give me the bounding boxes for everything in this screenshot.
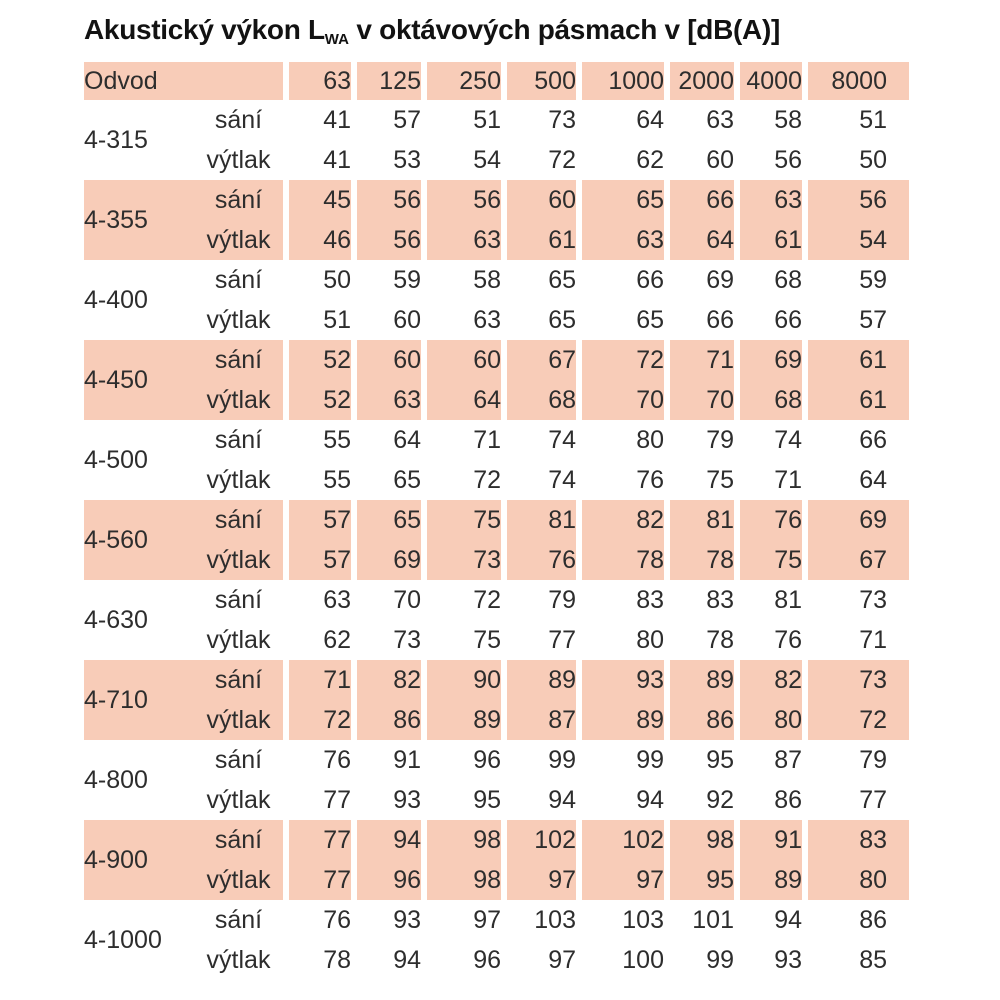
table-row-4-1000-vytlak (84, 940, 909, 980)
value-cell: 74 (504, 420, 579, 460)
value-cell: 71 (667, 340, 737, 380)
value-cell: 63 (737, 180, 805, 220)
table-row-4-630-sani (84, 580, 909, 620)
value-cell: 66 (667, 300, 737, 340)
table-row-4-355-vytlak (84, 220, 909, 260)
value-cell: 76 (737, 500, 805, 540)
table-row-4-1000-sani (84, 900, 909, 940)
value-cell: 80 (579, 420, 667, 460)
value-cell: 72 (424, 460, 504, 500)
title-subscript: WA (324, 31, 349, 48)
value-cell: 80 (579, 620, 667, 660)
value-cell: 70 (667, 380, 737, 420)
table-row-4-710-vytlak (84, 700, 909, 740)
value-cell: 72 (286, 700, 354, 740)
value-cell: 64 (805, 460, 909, 500)
value-cell: 51 (805, 100, 909, 140)
value-cell: 55 (286, 460, 354, 500)
value-cell: 61 (504, 220, 579, 260)
value-cell: 96 (354, 860, 424, 900)
value-cell: 55 (286, 420, 354, 460)
value-cell: 86 (354, 700, 424, 740)
value-cell: 76 (579, 460, 667, 500)
value-cell: 97 (504, 940, 579, 980)
value-cell: 79 (504, 580, 579, 620)
value-cell: 75 (424, 500, 504, 540)
value-cell: 73 (354, 620, 424, 660)
value-cell: 93 (354, 900, 424, 940)
value-cell: 98 (424, 820, 504, 860)
header-row (84, 62, 909, 100)
table-row-4-400-sani (84, 260, 909, 300)
value-cell: 75 (424, 620, 504, 660)
value-cell: 66 (667, 180, 737, 220)
value-cell: 41 (286, 140, 354, 180)
value-cell: 60 (667, 140, 737, 180)
value-cell: 99 (667, 940, 737, 980)
row-label-vytlak: výtlak (206, 785, 271, 814)
row-label-vytlak: výtlak (206, 145, 271, 174)
value-cell: 70 (354, 580, 424, 620)
value-cell: 77 (286, 780, 354, 820)
value-cell: 73 (805, 660, 909, 700)
model-cell-4-450: 4-450 (84, 340, 194, 420)
value-cell: 51 (424, 100, 504, 140)
row-label-vytlak: výtlak (194, 860, 286, 900)
value-cell: 68 (737, 380, 805, 420)
value-cell: 50 (286, 260, 354, 300)
value-cell: 103 (579, 900, 667, 940)
frequency-header-1000: 1000 (579, 62, 667, 100)
table-row-4-710-sani (84, 660, 909, 700)
model-cell-4-560: 4-560 (84, 500, 194, 580)
value-cell: 71 (737, 460, 805, 500)
value-cell: 72 (424, 580, 504, 620)
title-prefix: Akustický výkon L (84, 14, 325, 45)
model-cell-4-800: 4-800 (84, 765, 148, 794)
table-row-4-315-vytlak (84, 140, 909, 180)
value-cell: 54 (424, 140, 504, 180)
value-cell: 64 (354, 420, 424, 460)
row-label-sani: sání (194, 660, 286, 700)
value-cell: 78 (579, 540, 667, 580)
value-cell: 99 (504, 740, 579, 780)
frequency-header-8000: 8000 (805, 62, 909, 100)
row-label-sani: sání (214, 265, 263, 294)
row-label-vytlak: výtlak (206, 305, 271, 334)
value-cell: 63 (424, 300, 504, 340)
row-label-sani: sání (214, 905, 263, 934)
value-cell: 65 (504, 300, 579, 340)
value-cell: 86 (737, 780, 805, 820)
value-cell: 65 (579, 300, 667, 340)
model-cell-4-900: 4-900 (84, 820, 194, 900)
table-row-4-315-sani (84, 100, 909, 140)
value-cell: 96 (424, 940, 504, 980)
value-cell: 82 (737, 660, 805, 700)
frequency-header-4000: 4000 (737, 62, 805, 100)
value-cell: 83 (579, 580, 667, 620)
value-cell: 100 (579, 940, 667, 980)
model-cell-4-315: 4-315 (84, 125, 148, 154)
table-row-4-500-vytlak (84, 460, 909, 500)
table-row-4-800-vytlak (84, 780, 909, 820)
value-cell: 72 (504, 140, 579, 180)
value-cell: 81 (737, 580, 805, 620)
value-cell: 61 (805, 380, 909, 420)
model-cell-4-1000: 4-1000 (84, 925, 162, 954)
row-label-vytlak: výtlak (206, 945, 271, 974)
value-cell: 89 (424, 700, 504, 740)
value-cell: 59 (805, 260, 909, 300)
value-cell: 95 (667, 740, 737, 780)
value-cell: 78 (667, 620, 737, 660)
value-cell: 94 (354, 820, 424, 860)
row-label-vytlak: výtlak (194, 220, 286, 260)
value-cell: 79 (667, 420, 737, 460)
page-title (84, 14, 780, 48)
value-cell: 73 (504, 100, 579, 140)
value-cell: 69 (737, 340, 805, 380)
row-label-vytlak: výtlak (206, 465, 271, 494)
value-cell: 93 (579, 660, 667, 700)
value-cell: 92 (667, 780, 737, 820)
value-cell: 73 (805, 580, 909, 620)
value-cell: 72 (579, 340, 667, 380)
value-cell: 76 (737, 620, 805, 660)
value-cell: 54 (805, 220, 909, 260)
value-cell: 81 (504, 500, 579, 540)
value-cell: 86 (805, 900, 909, 940)
value-cell: 69 (805, 500, 909, 540)
value-cell: 52 (286, 380, 354, 420)
value-cell: 64 (424, 380, 504, 420)
value-cell: 75 (667, 460, 737, 500)
value-cell: 53 (354, 140, 424, 180)
value-cell: 69 (354, 540, 424, 580)
value-cell: 66 (805, 420, 909, 460)
value-cell: 91 (737, 820, 805, 860)
model-cell-4-500: 4-500 (84, 445, 148, 474)
model-cell-4-400: 4-400 (84, 285, 148, 314)
value-cell: 56 (424, 180, 504, 220)
value-cell: 51 (286, 300, 354, 340)
frequency-header-63: 63 (286, 62, 354, 100)
value-cell: 63 (286, 580, 354, 620)
value-cell: 60 (504, 180, 579, 220)
value-cell: 65 (354, 460, 424, 500)
table-row-4-500-sani (84, 420, 909, 460)
value-cell: 63 (354, 380, 424, 420)
value-cell: 56 (805, 180, 909, 220)
value-cell: 98 (667, 820, 737, 860)
value-cell: 57 (286, 500, 354, 540)
value-cell: 78 (286, 940, 354, 980)
value-cell: 68 (737, 260, 805, 300)
table-row-4-900-sani (84, 820, 909, 860)
value-cell: 89 (504, 660, 579, 700)
row-label-vytlak: výtlak (194, 380, 286, 420)
value-cell: 67 (805, 540, 909, 580)
value-cell: 98 (424, 860, 504, 900)
value-cell: 58 (737, 100, 805, 140)
value-cell: 58 (424, 260, 504, 300)
value-cell: 79 (805, 740, 909, 780)
value-cell: 56 (354, 220, 424, 260)
value-cell: 102 (579, 820, 667, 860)
value-cell: 102 (504, 820, 579, 860)
value-cell: 69 (667, 260, 737, 300)
value-cell: 87 (737, 740, 805, 780)
value-cell: 93 (737, 940, 805, 980)
value-cell: 74 (737, 420, 805, 460)
value-cell: 77 (286, 860, 354, 900)
frequency-header-125: 125 (354, 62, 424, 100)
value-cell: 90 (424, 660, 504, 700)
value-cell: 71 (286, 660, 354, 700)
row-label-vytlak: výtlak (206, 625, 271, 654)
value-cell: 59 (354, 260, 424, 300)
table-body (84, 100, 909, 980)
row-label-sani: sání (214, 105, 263, 134)
table-row-4-450-sani (84, 340, 909, 380)
value-cell: 95 (424, 780, 504, 820)
value-cell: 80 (737, 700, 805, 740)
value-cell: 62 (579, 140, 667, 180)
value-cell: 76 (286, 740, 354, 780)
frequency-header-2000: 2000 (667, 62, 737, 100)
row-label-vytlak: výtlak (194, 540, 286, 580)
value-cell: 63 (424, 220, 504, 260)
frequency-header-500: 500 (504, 62, 579, 100)
table-row-4-400-vytlak (84, 300, 909, 340)
value-cell: 65 (504, 260, 579, 300)
value-cell: 57 (286, 540, 354, 580)
row-label-sani: sání (214, 585, 263, 614)
value-cell: 77 (286, 820, 354, 860)
corner-header-odvod: Odvod (84, 62, 286, 100)
value-cell: 65 (354, 500, 424, 540)
value-cell: 86 (667, 700, 737, 740)
value-cell: 68 (504, 380, 579, 420)
value-cell: 95 (667, 860, 737, 900)
value-cell: 83 (667, 580, 737, 620)
value-cell: 94 (737, 900, 805, 940)
row-label-sani: sání (214, 425, 263, 454)
value-cell: 63 (667, 100, 737, 140)
model-cell-4-710: 4-710 (84, 660, 194, 740)
value-cell: 89 (579, 700, 667, 740)
row-label-sani: sání (194, 820, 286, 860)
value-cell: 89 (667, 660, 737, 700)
value-cell: 99 (579, 740, 667, 780)
frequency-header-250: 250 (424, 62, 504, 100)
row-label-vytlak: výtlak (194, 700, 286, 740)
table-row-4-800-sani (84, 740, 909, 780)
value-cell: 74 (504, 460, 579, 500)
value-cell: 60 (424, 340, 504, 380)
value-cell: 72 (805, 700, 909, 740)
value-cell: 82 (579, 500, 667, 540)
value-cell: 66 (579, 260, 667, 300)
value-cell: 94 (504, 780, 579, 820)
value-cell: 71 (805, 620, 909, 660)
value-cell: 94 (354, 940, 424, 980)
table-row-4-900-vytlak (84, 860, 909, 900)
value-cell: 61 (737, 220, 805, 260)
value-cell: 67 (504, 340, 579, 380)
value-cell: 57 (805, 300, 909, 340)
value-cell: 80 (805, 860, 909, 900)
model-cell-4-355: 4-355 (84, 180, 194, 260)
value-cell: 97 (579, 860, 667, 900)
table-row-4-560-sani (84, 500, 909, 540)
value-cell: 41 (286, 100, 354, 140)
table-row-4-450-vytlak (84, 380, 909, 420)
value-cell: 52 (286, 340, 354, 380)
value-cell: 57 (354, 100, 424, 140)
row-label-sani: sání (214, 745, 263, 774)
value-cell: 64 (579, 100, 667, 140)
value-cell: 83 (805, 820, 909, 860)
value-cell: 77 (805, 780, 909, 820)
table-row-4-560-vytlak (84, 540, 909, 580)
acoustic-power-table (84, 62, 909, 980)
value-cell: 73 (424, 540, 504, 580)
value-cell: 66 (737, 300, 805, 340)
table-header (84, 62, 909, 100)
value-cell: 77 (504, 620, 579, 660)
value-cell: 94 (579, 780, 667, 820)
value-cell: 75 (737, 540, 805, 580)
value-cell: 81 (667, 500, 737, 540)
value-cell: 85 (805, 940, 909, 980)
value-cell: 76 (504, 540, 579, 580)
row-label-sani: sání (194, 500, 286, 540)
value-cell: 97 (424, 900, 504, 940)
value-cell: 62 (286, 620, 354, 660)
value-cell: 93 (354, 780, 424, 820)
value-cell: 60 (354, 300, 424, 340)
row-label-sani: sání (194, 180, 286, 220)
value-cell: 46 (286, 220, 354, 260)
title-suffix: v oktávových pásmach v [dB(A)] (348, 14, 780, 45)
value-cell: 103 (504, 900, 579, 940)
value-cell: 97 (504, 860, 579, 900)
value-cell: 96 (424, 740, 504, 780)
model-cell-4-630: 4-630 (84, 605, 148, 634)
value-cell: 70 (579, 380, 667, 420)
value-cell: 65 (579, 180, 667, 220)
table-row-4-355-sani (84, 180, 909, 220)
value-cell: 78 (667, 540, 737, 580)
value-cell: 76 (286, 900, 354, 940)
value-cell: 63 (579, 220, 667, 260)
value-cell: 82 (354, 660, 424, 700)
value-cell: 56 (354, 180, 424, 220)
row-label-sani: sání (194, 340, 286, 380)
value-cell: 56 (737, 140, 805, 180)
value-cell: 89 (737, 860, 805, 900)
value-cell: 71 (424, 420, 504, 460)
value-cell: 50 (805, 140, 909, 180)
value-cell: 101 (667, 900, 737, 940)
value-cell: 60 (354, 340, 424, 380)
value-cell: 61 (805, 340, 909, 380)
value-cell: 64 (667, 220, 737, 260)
table-row-4-630-vytlak (84, 620, 909, 660)
value-cell: 45 (286, 180, 354, 220)
value-cell: 91 (354, 740, 424, 780)
value-cell: 87 (504, 700, 579, 740)
